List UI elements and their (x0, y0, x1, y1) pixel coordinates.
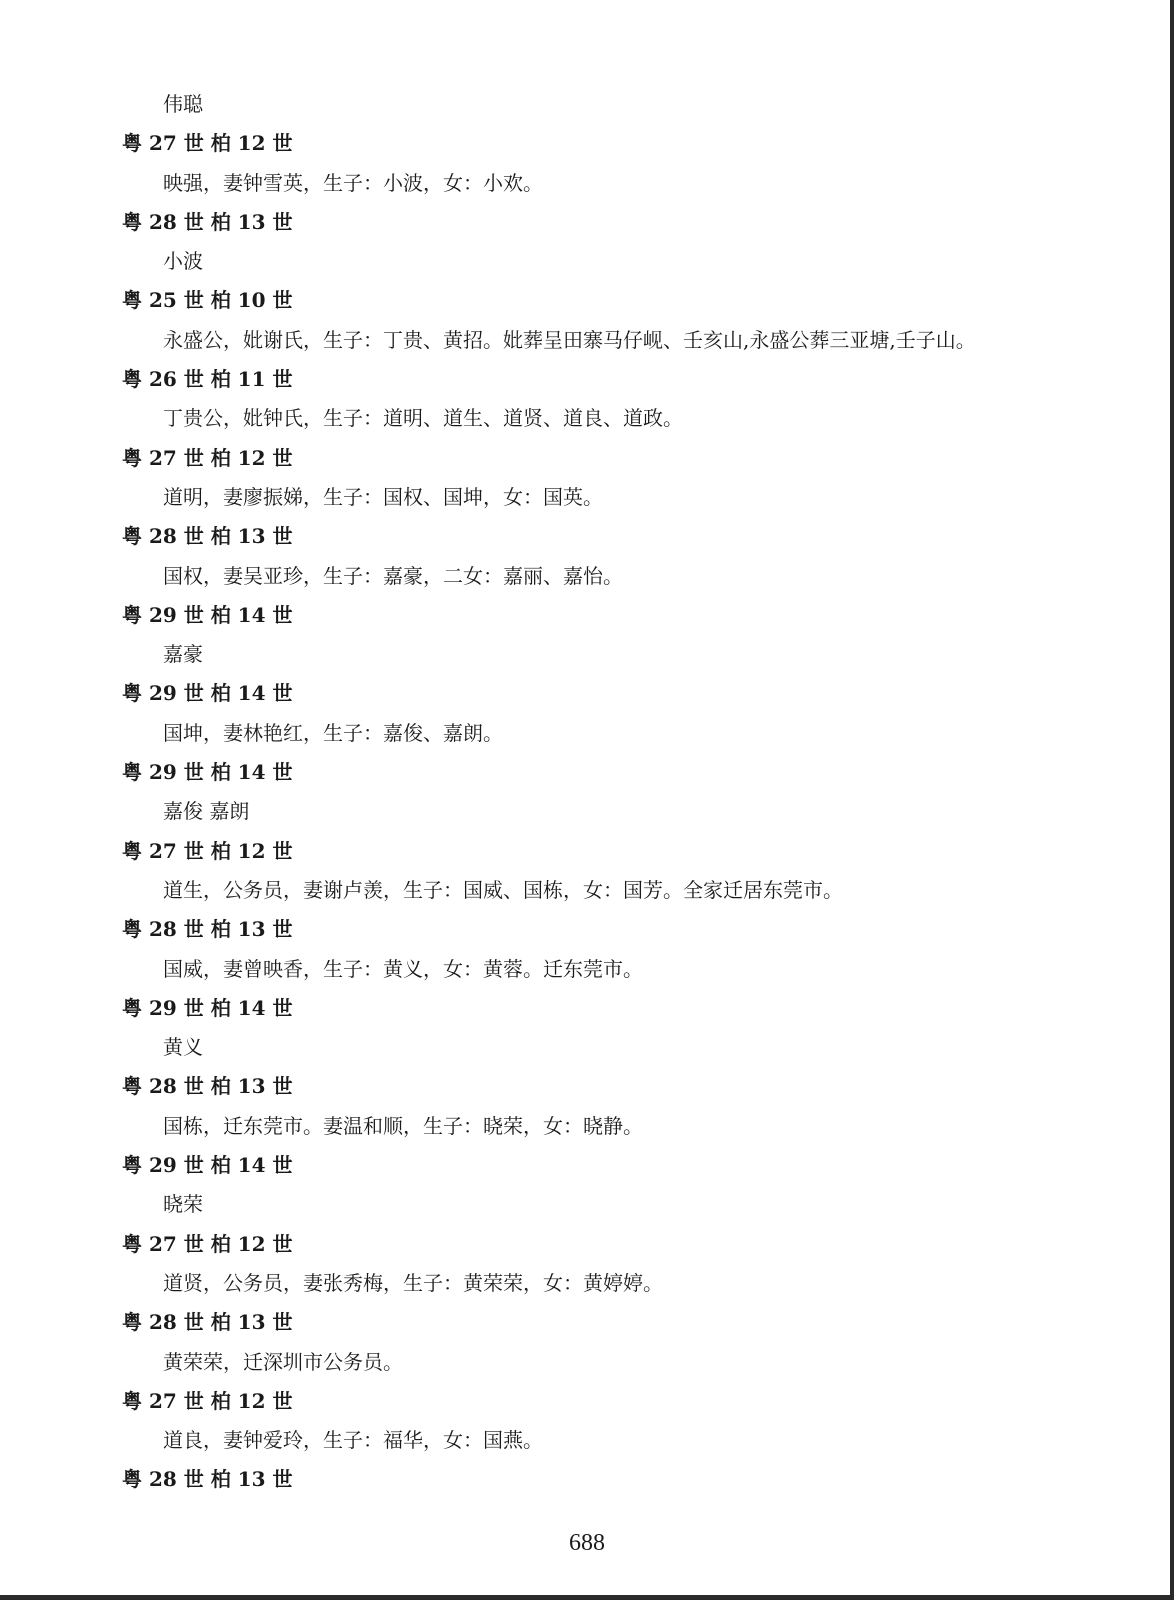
person-entry: 黄荣荣，迁深圳市公务员。 (163, 1349, 403, 1374)
generation-heading: 粤 28 世 柏 13 世 (122, 1467, 293, 1492)
person-entry: 伟聪 (163, 92, 203, 116)
generation-heading: 粤 28 世 柏 13 世 (122, 917, 293, 942)
generation-heading: 粤 28 世 柏 13 世 (122, 1310, 293, 1335)
person-entry: 国坤，妻林艳红，生子：嘉俊、嘉朗。 (163, 720, 503, 745)
person-entry: 国栋，迁东莞市。妻温和顺，生子：晓荣，女：晓静。 (163, 1113, 643, 1138)
scan-edge-right (1170, 0, 1174, 1600)
person-entry: 黄义 (163, 1035, 203, 1060)
genealogy-entries (122, 85, 1122, 1500)
generation-heading: 粤 27 世 柏 12 世 (122, 838, 293, 863)
generation-heading: 粤 28 世 柏 13 世 (122, 524, 293, 549)
person-entry: 国权，妻吴亚珍，生子：嘉豪，二女：嘉丽、嘉怡。 (163, 563, 623, 588)
generation-heading: 粤 27 世 柏 12 世 (122, 1388, 293, 1413)
person-entry: 永盛公，妣谢氏，生子：丁贵、黄招。妣葬呈田寨马仔岘、壬亥山,永盛公葬三亚塘,壬子山。 (163, 327, 976, 352)
person-entry: 嘉俊 嘉朗 (163, 799, 250, 824)
generation-heading: 粤 28 世 柏 13 世 (122, 209, 293, 234)
person-entry: 道良，妻钟爱玲，生子：福华，女：国燕。 (163, 1428, 543, 1453)
person-entry: 丁贵公，妣钟氏，生子：道明、道生、道贤、道良、道政。 (163, 406, 683, 431)
generation-heading: 粤 27 世 柏 12 世 (122, 445, 293, 470)
generation-heading: 粤 25 世 柏 10 世 (122, 288, 293, 313)
generation-heading: 粤 26 世 柏 11 世 (122, 367, 293, 392)
person-entry: 小波 (163, 249, 203, 274)
generation-heading: 粤 29 世 柏 14 世 (122, 995, 293, 1020)
person-entry: 映强，妻钟雪英，生子：小波，女：小欢。 (163, 170, 543, 195)
scan-edge-bottom (0, 1595, 1174, 1600)
person-entry: 道生，公务员，妻谢卢羡，生子：国威、国栋，女：国芳。全家迁居东莞市。 (163, 877, 843, 902)
generation-heading: 粤 29 世 柏 14 世 (122, 1153, 293, 1178)
person-entry: 国威，妻曾映香，生子：黄义，女：黄蓉。迁东莞市。 (163, 956, 643, 981)
person-entry: 嘉豪 (163, 642, 203, 667)
person-entry: 道贤，公务员，妻张秀梅，生子：黄荣荣，女：黄婷婷。 (163, 1270, 663, 1295)
person-entry: 晓荣 (163, 1192, 203, 1217)
generation-heading: 粤 29 世 柏 14 世 (122, 760, 293, 785)
generation-heading: 粤 28 世 柏 13 世 (122, 1074, 293, 1099)
generation-heading: 粤 27 世 柏 12 世 (122, 1231, 293, 1256)
generation-heading: 粤 29 世 柏 14 世 (122, 602, 293, 627)
generation-heading: 粤 27 世 柏 12 世 (122, 131, 293, 156)
page-number: 688 (569, 1530, 605, 1556)
generation-heading: 粤 29 世 柏 14 世 (122, 681, 293, 706)
person-entry: 道明，妻廖振娣，生子：国权、国坤，女：国英。 (163, 484, 603, 509)
